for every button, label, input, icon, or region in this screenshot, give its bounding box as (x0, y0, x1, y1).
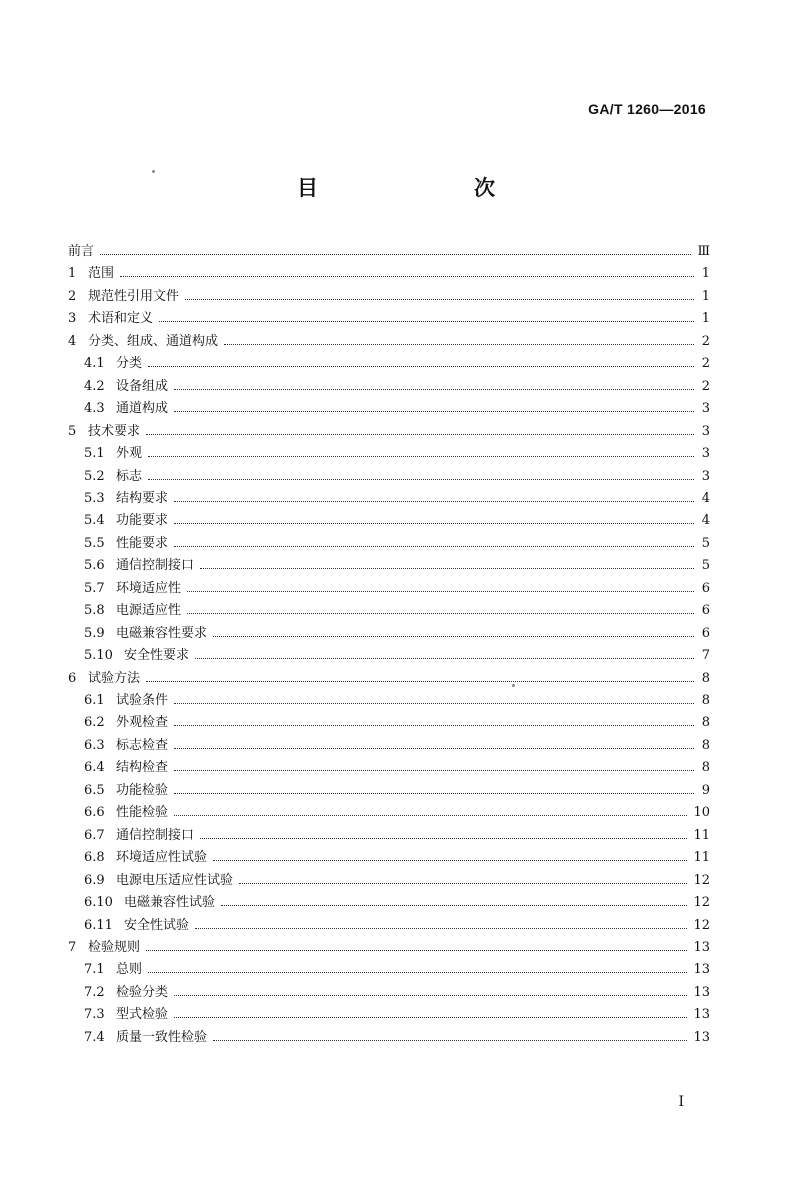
dot-leader (187, 590, 694, 592)
toc-entry-page: 13 (693, 1029, 710, 1045)
toc-entry-page: 8 (701, 737, 710, 753)
toc-entry-page: 3 (701, 401, 710, 417)
toc-entry-page: 6 (701, 580, 710, 596)
toc-entry-label: 设备组成 (116, 378, 169, 394)
dot-leader (174, 500, 694, 502)
toc-entry[interactable] (68, 960, 710, 980)
toc-entry[interactable] (68, 534, 710, 554)
dot-leader (174, 747, 694, 749)
toc-entry-label: 功能要求 (116, 513, 169, 529)
dot-leader (174, 792, 694, 794)
toc-entry-label: 安全性要求 (124, 648, 190, 664)
toc-entry[interactable] (68, 983, 710, 1003)
dot-leader (148, 478, 694, 480)
toc-entry-number: 6.8 (84, 850, 105, 866)
toc-entry[interactable] (68, 691, 710, 711)
toc-entry-number: 5.7 (84, 580, 105, 596)
toc-entry-label: 型式检验 (116, 1007, 169, 1023)
toc-entry-page: 9 (701, 782, 710, 798)
toc-entry-label: 质量一致性检验 (116, 1029, 208, 1045)
toc-entry-number: 3 (68, 311, 77, 327)
dot-leader (146, 949, 687, 951)
toc-entry[interactable] (68, 669, 710, 689)
toc-entry-number: 6.3 (84, 737, 105, 753)
toc-entry[interactable] (68, 848, 710, 868)
dot-leader (195, 657, 694, 659)
toc-entry[interactable] (68, 287, 710, 307)
toc-entry[interactable] (68, 871, 710, 891)
toc-entry-label: 通信控制接口 (116, 827, 195, 843)
dot-leader (148, 455, 694, 457)
toc-entry-number: 6.9 (84, 872, 105, 888)
toc-entry-number: 7.1 (84, 962, 105, 978)
toc-entry-page: 8 (701, 715, 710, 731)
toc-entry-number: 1 (68, 266, 77, 282)
toc-entry-label: 环境适应性 (116, 580, 182, 596)
toc-entry[interactable] (68, 467, 710, 487)
dot-leader (187, 612, 694, 614)
dot-leader (174, 769, 694, 771)
toc-entry-number: 7.4 (84, 1029, 105, 1045)
toc-entry-label: 电源电压适应性试验 (116, 872, 234, 888)
scan-speck (152, 170, 155, 173)
toc-entry-label: 分类 (116, 356, 143, 372)
toc-entry[interactable] (68, 579, 710, 599)
toc-entry-number: 6 (68, 670, 77, 686)
dot-leader (185, 298, 694, 300)
toc-entry-number: 5.3 (84, 490, 105, 506)
toc-entry-number: 5.4 (84, 513, 105, 529)
toc-entry-page: 1 (701, 311, 710, 327)
dot-leader (146, 433, 694, 435)
toc-entry-page: 7 (701, 648, 710, 664)
dot-leader (174, 814, 687, 816)
toc-entry[interactable] (68, 646, 710, 666)
toc-entry-label: 试验方法 (88, 670, 141, 686)
toc-entry[interactable] (68, 1028, 710, 1048)
toc-entry-page: Ⅲ (697, 244, 710, 259)
toc-entry-label: 性能检验 (116, 805, 169, 821)
toc-entry-number: 5.9 (84, 625, 105, 641)
toc-entry[interactable] (68, 601, 710, 621)
toc-entry-page: 8 (701, 760, 710, 776)
toc-entry-number: 6.1 (84, 693, 105, 708)
toc-entry-label: 检验分类 (116, 984, 169, 1000)
toc-entry-page: 1 (701, 266, 710, 282)
toc-entry[interactable] (68, 489, 710, 509)
toc-entry-number: 6.6 (84, 805, 105, 821)
dot-leader (239, 882, 687, 884)
toc-entry[interactable] (68, 916, 710, 936)
standard-code: GA/T 1260—2016 (588, 101, 706, 117)
toc-entry-number: 5.2 (84, 468, 105, 484)
toc-entry-number: 6.2 (84, 715, 105, 731)
toc-entry-page: 8 (701, 670, 710, 686)
scan-speck (512, 684, 515, 687)
toc-entry-number: 6.10 (84, 895, 113, 911)
toc-entry-number: 4.2 (84, 378, 105, 394)
toc-entry-label: 标志 (116, 468, 143, 484)
toc-entry[interactable] (68, 758, 710, 778)
page-folio: Ⅰ (678, 1094, 684, 1110)
toc-entry-number: 5 (68, 423, 77, 439)
toc-entry-number: 4.3 (84, 401, 105, 417)
toc-entry-number: 6.7 (84, 827, 105, 843)
dot-leader (224, 343, 694, 345)
toc-entry-page: 6 (701, 625, 710, 641)
toc-entry[interactable] (68, 556, 710, 576)
toc-entry-page: 13 (693, 1007, 710, 1023)
toc-entry-page: 2 (701, 378, 710, 394)
toc-entry-number: 5.6 (84, 558, 105, 574)
dot-leader (100, 253, 691, 255)
toc-entry-number: 7.2 (84, 984, 105, 1000)
toc-entry-number: 5.5 (84, 535, 105, 551)
toc-entry-label: 结构要求 (116, 490, 169, 506)
toc-entry-label: 分类、组成、通道构成 (88, 333, 219, 349)
dot-leader (148, 365, 694, 367)
toc-entry-label: 检验规则 (88, 939, 141, 955)
toc-entry-page: 13 (693, 939, 710, 955)
toc-entry[interactable] (68, 354, 710, 374)
toc-entry[interactable] (68, 938, 710, 958)
toc-entry-number: 2 (68, 288, 77, 304)
toc-entry-number: 4 (68, 333, 77, 349)
toc-entry-page: 12 (693, 872, 710, 888)
toc-entry-label: 电磁兼容性要求 (116, 625, 208, 641)
toc-entry-number: 6.5 (84, 782, 105, 798)
dot-leader (200, 567, 694, 569)
toc-entry-label: 功能检验 (116, 782, 169, 798)
toc-entry[interactable] (68, 736, 710, 756)
toc-entry[interactable] (68, 893, 710, 913)
toc-entry-label: 电磁兼容性试验 (124, 895, 216, 911)
dot-leader (174, 1016, 687, 1018)
dot-leader (213, 859, 687, 861)
toc-entry[interactable] (68, 1005, 710, 1025)
toc-entry-page: 3 (701, 423, 710, 439)
toc-entry-page: 12 (693, 917, 710, 933)
toc-entry-page: 3 (701, 468, 710, 484)
toc-entry[interactable] (68, 332, 710, 352)
toc-entry[interactable] (68, 444, 710, 464)
toc-entry[interactable] (68, 781, 710, 801)
toc-entry[interactable] (68, 377, 710, 397)
toc-entry-label: 试验条件 (116, 693, 169, 708)
toc-entry-label: 范围 (88, 266, 115, 282)
toc-entry-page: 5 (701, 558, 710, 574)
toc-entry-label: 前言 (68, 244, 95, 259)
toc-entry-number: 5.10 (84, 648, 113, 664)
toc-entry-page: 4 (701, 513, 710, 529)
dot-leader (200, 837, 687, 839)
dot-leader (174, 724, 694, 726)
toc-entry-label: 通信控制接口 (116, 558, 195, 574)
dot-leader (159, 320, 694, 322)
dot-leader (174, 545, 694, 547)
dot-leader (174, 522, 694, 524)
toc-entry[interactable] (68, 624, 710, 644)
dot-leader (174, 702, 694, 704)
toc-entry-number: 5.8 (84, 603, 105, 619)
toc-entry-page: 10 (693, 805, 710, 821)
toc-entry-number: 5.1 (84, 446, 105, 462)
toc-entry-page: 13 (693, 962, 710, 978)
toc-entry[interactable] (68, 242, 710, 262)
toc-entry[interactable] (68, 264, 710, 284)
dot-leader (213, 1039, 687, 1041)
toc-entry-page: 8 (701, 693, 710, 708)
toc-entry-page: 2 (701, 333, 710, 349)
toc-entry-label: 规范性引用文件 (88, 288, 180, 304)
toc-entry-label: 术语和定义 (88, 311, 154, 327)
dot-leader (174, 388, 694, 390)
toc-entry-label: 电源适应性 (116, 603, 182, 619)
page-title: 目 次 (297, 176, 533, 200)
toc-entry-page: 13 (693, 984, 710, 1000)
toc-entry[interactable] (68, 713, 710, 733)
toc-entry[interactable] (68, 399, 710, 419)
toc-entry-page: 2 (701, 356, 710, 372)
dot-leader (221, 904, 687, 906)
toc-entry-label: 标志检查 (116, 737, 169, 753)
dot-leader (148, 971, 687, 973)
toc-entry-label: 总则 (116, 962, 143, 978)
dot-leader (146, 680, 694, 682)
toc-entry-label: 安全性试验 (124, 917, 190, 933)
toc-entry-number: 6.4 (84, 760, 105, 776)
toc-entry-label: 性能要求 (116, 535, 169, 551)
toc-entry-number: 4.1 (84, 356, 105, 372)
toc-entry-label: 结构检查 (116, 760, 169, 776)
toc-entry-label: 技术要求 (88, 423, 141, 439)
toc-entry-page: 11 (693, 827, 710, 843)
toc-entry[interactable] (68, 422, 710, 442)
toc-entry-label: 外观检查 (116, 715, 169, 731)
dot-leader (174, 410, 694, 412)
dot-leader (174, 994, 687, 996)
toc-entry-number: 7.3 (84, 1007, 105, 1023)
toc-entry-page: 6 (701, 603, 710, 619)
toc-entry-page: 12 (693, 895, 710, 911)
toc-entry[interactable] (68, 826, 710, 846)
toc-entry-page: 11 (693, 850, 710, 866)
toc-entry[interactable] (68, 511, 710, 531)
toc-entry-number: 6.11 (84, 917, 113, 933)
toc-entry-page: 5 (701, 535, 710, 551)
toc-entry[interactable] (68, 309, 710, 329)
dot-leader (213, 635, 694, 637)
toc-entry-label: 通道构成 (116, 401, 169, 417)
toc-entry-label: 环境适应性试验 (116, 850, 208, 866)
dot-leader (120, 275, 694, 277)
toc-entry-page: 1 (701, 288, 710, 304)
toc-entry-page: 4 (701, 490, 710, 506)
toc-entry-label: 外观 (116, 446, 143, 462)
toc-entry-number: 7 (68, 939, 77, 955)
toc-entry-page: 3 (701, 446, 710, 462)
toc-entry[interactable] (68, 803, 710, 823)
dot-leader (195, 927, 687, 929)
